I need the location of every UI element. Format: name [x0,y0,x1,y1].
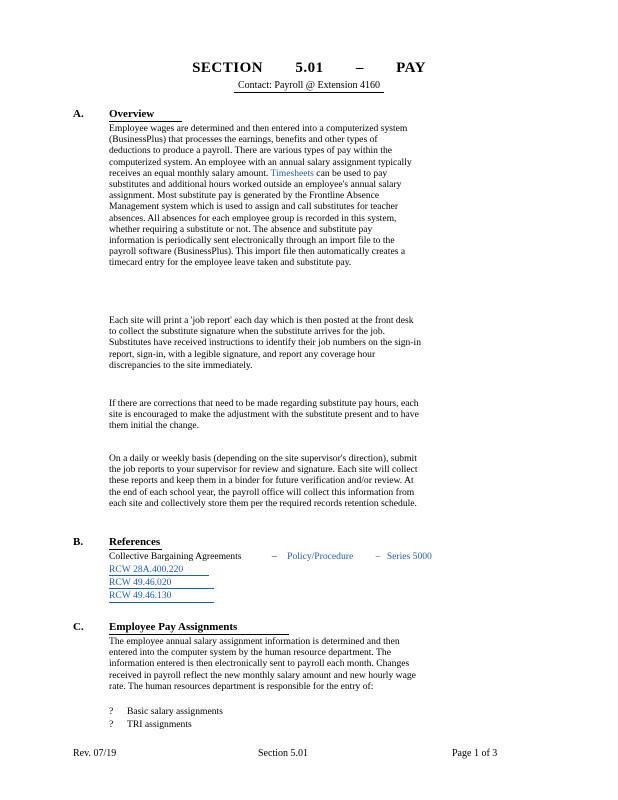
contact-line: Contact: Payroll @ Extension 4160 [0,80,618,91]
title-section-word: SECTION [192,60,264,76]
rcw-link-2[interactable]: RCW 49.46.020 [109,577,214,589]
section-a-letter: A. [73,108,84,120]
overview-paragraph-4: On a daily or weekly basis (depending on the site supervisor's direction), submit the job reports to your supervisor for review and signature. Each site will collect these reports and keep them in a binder for future verification and/or review. At the end of each school year, the payroll office will collect this information from each site and collectively store them per the required records retention schedule. [109,453,418,509]
rcw-link-list [109,564,214,603]
footer-section: Section 5.01 [258,748,308,759]
section-c-heading: Employee Pay Assignments [109,621,289,635]
collective-bargaining-text: Collective Bargaining Agreements [109,551,242,562]
footer-revision: Rev. 07/19 [73,748,117,759]
list-item: ? Basic salary assignments [109,706,223,717]
policy-procedure-link[interactable]: Policy/Procedure [287,551,354,562]
rcw-link-1[interactable]: RCW 28A.400.220 [109,564,209,576]
footer-page-number: Page 1 of 3 [452,748,498,759]
title-section-number: 5.01 [295,60,324,76]
section-b-heading: References [109,536,161,548]
list-item: ? TRI assignments [109,719,192,730]
overview-paragraph-1: Employee wages are determined and then entered into a computerized system (BusinessPlus) that processes the earnings, benefits and other types of deductions to produce a payroll. There are various types of pay within the computerized system. An employee with an annual salary assignment typically receives an equal monthly salary amount. Timesheets can be used to pay substitutes and additional hours worked outside an employee's annual salary assignment. Most substitute pay is generated by the Frontline Absence Management system which is used to assign and call substitutes for teacher absences. All absences for each employee group is recorded in this system, whether requiring a substitute or not. The absence and substitute pay information is periodically sent electronically through an import file to the payroll software (BusinessPlus). This import file then automatically creates a timecard entry for the employee leave taken and substitute pay. [109,123,412,269]
responsibility-list [109,705,223,731]
page-title [0,60,618,77]
rcw-link-3[interactable]: RCW 49.46.130 [109,590,214,602]
section-c-letter: C. [73,621,84,633]
title-topic: PAY [396,60,426,76]
section-b-letter: B. [73,536,84,548]
series-5000-link[interactable]: Series 5000 [386,551,432,562]
overview-paragraph-3: If there are corrections that need to be made regarding substitute pay hours, each site is encouraged to make the adjustment with the substitute present and to have them initial the change. [109,398,419,432]
title-dash: – [355,60,364,76]
overview-paragraph-2: Each site will print a 'job report' each day which is then posted at the front desk to collect the substitute signature when the substitute arrives for the job. Substitutes have received instructions to identify their job numbers on the sign-in report, sign-in, with a legible signature, and report any coverage hour discrepancies to the site immediately. [109,315,422,371]
section-a-heading: Overview [109,108,182,122]
bullet-icon: ? [109,719,114,730]
pay-assignments-paragraph: The employee annual salary assignment information is determined and then entered into the computer system by the human resource department. The information entered is then electronically sent to payroll each month. Changes received in payroll reflect the new monthly salary amount and new hourly wage rate. The human resources department is responsible for the entry of: [109,636,416,692]
references-line: Collective Bargaining Agreements – Policy/Procedure – Series 5000 [109,551,432,562]
timesheets-link[interactable]: Timesheets [270,167,314,179]
bullet-icon: ? [109,706,114,717]
